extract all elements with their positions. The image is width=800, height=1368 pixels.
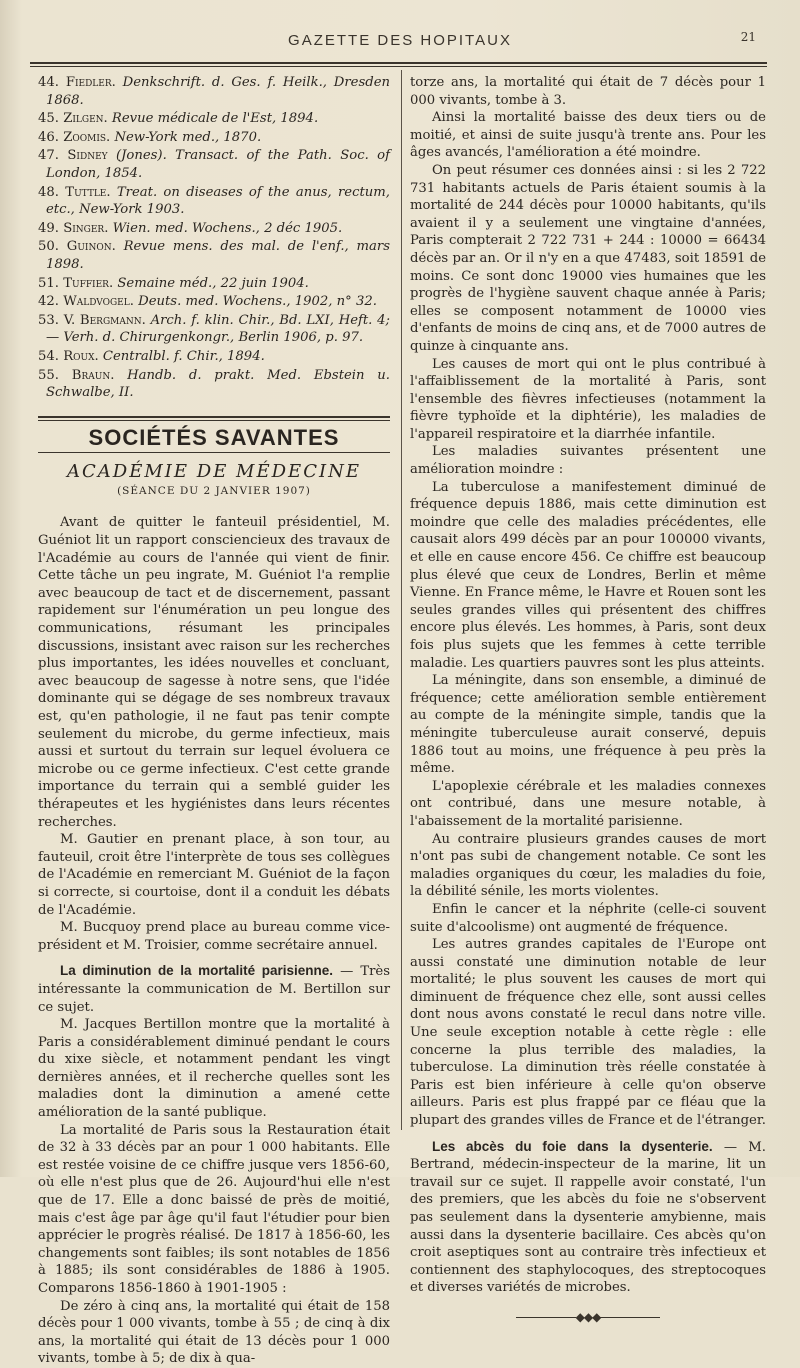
reference-item: 50. Guinon. Revue mens. des mal. de l'enf., mars 1898.: [38, 239, 390, 272]
article-heading: Les abcès du foie dans la dysenterie.: [432, 1138, 713, 1154]
paragraph: La méningite, dans son ensemble, a diminué de fréquence; cette amélioration semble entièrement au compte de la méningite simple, tandis que la méningite tuberculeuse aurait conservé, depuis 1886 tout au moins, une fréquence à peu près la même.: [410, 673, 766, 777]
reference-item: 49. Singer. Wien. med. Wochens., 2 déc 1905.: [38, 220, 343, 236]
seance-date: (SÉANCE DU 2 JANVIER 1907): [117, 484, 311, 497]
reference-item: 44. Fiedler. Denkschrift. d. Ges. f. Heilk., Dresden 1868.: [38, 75, 390, 108]
page-header: GAZETTE DES HOPITAUX: [288, 32, 512, 49]
page-number: 21: [740, 30, 756, 44]
right-column: [410, 74, 766, 1327]
reference-item: 48. Tuttle. Treat. on diseases of the anus, rectum, etc., New-York 1903.: [38, 184, 390, 218]
paragraph: La tuberculose a manifestement diminué de fréquence depuis 1886, mais cette diminution est moindre que celle des maladies précédentes, elle causait alors 499 décès par an pour 100000 vivants, et elle en cause encore 456. Ce chiffre est beaucoup plus élevé que ceux de Londres, Berlin et même Vienne. En France même, le Havre et Rouen sont les seules grandes villes qui présentent des chiffres encore plus élevés. Les hommes, à Paris, sont deux fois plus sujets que les femmes à cette terrible maladie. Les quartiers pauvres sont les plus atteints.: [410, 479, 766, 671]
academy-heading: ACADÉMIE DE MÉDECINE: [67, 461, 361, 483]
paragraph: Avant de quitter le fanteuil présidentiel, M. Guéniot lit un rapport consciencieux des travaux de l'Académie au cours de l'année qui vient de finir. Cette tâche un peu ingrate, M. Guéniot l'a remplie avec beaucoup de tact et de discernement, passant rapidement sur l'énumération un peu longue des communications, résumant les principales discussions, insistant avec raison sur les recherches plus importantes, les idées nouvelles et concluant, avec beaucoup de sagesse à notre sens, que l'idée dominante qui se dégage de ses nombreux travaux est, qu'en pathologie, il ne faut pas tenir compte seulement du microbe, du germe infectieux, mais aussi et surtout du terrain sur lequel évoluera ce microbe ou ce germe infectieux. C'est cette grande importance du terrain qui a semblé guider les thérapeutes et les hygiénistes dans leurs récentes recherches.: [38, 515, 390, 830]
paragraph: torze ans, la mortalité qui était de 7 décès pour 1 000 vivants, tombe à 3.: [410, 75, 766, 108]
paragraph: M. Jacques Bertillon montre que la mortalité à Paris a considérablement diminué pendant le cours du xixe siècle, et notamment pendant les vingt dernières années, et il recherche quelles sont les maladies dont la diminution a amené cette amélioration de la santé publique.: [38, 1017, 390, 1121]
paragraph: Ainsi la mortalité baisse des deux tiers ou de moitié, et ainsi de suite jusqu'à trente ans. Pour les âges avancés, l'amélioration a été moindre.: [410, 110, 766, 161]
header-rule-thin: [30, 66, 767, 67]
header-rule: [30, 62, 767, 64]
reference-item: 45. Zilgen. Revue médicale de l'Est, 1894.: [38, 111, 319, 127]
paragraph: Les maladies suivantes présentent une amélioration moindre :: [410, 444, 766, 478]
reference-item: 51. Tuffier. Semaine méd., 22 juin 1904.: [38, 275, 309, 291]
column-divider: [401, 70, 402, 1130]
paragraph: M. Bucquoy prend place au bureau comme vice-président et M. Troisier, comme secrétaire annuel.: [38, 920, 390, 953]
section-rule-bottom: [38, 452, 390, 453]
article-heading: La diminution de la mortalité parisienne.: [60, 963, 334, 979]
section-rule: [38, 416, 390, 418]
reference-item: 46. Zoomis. New-York med., 1870.: [38, 129, 262, 145]
reference-item: 53. V. Bergmann. Arch. f. klin. Chir., Bd. LXI, Heft. 4; — Verh. d. Chirurgenkongr., Berlin 1906, p. 97.: [38, 312, 390, 346]
reference-item: 54. Roux. Centralbl. f. Chir., 1894.: [38, 348, 265, 364]
left-column: [38, 74, 390, 1368]
paragraph: De zéro à cinq ans, la mortalité qui était de 158 décès pour 1 000 vivants, tombe à 55 ; de cinq à dix ans, la mortalité qui était de 13 décès pour 1 000 vivants, tombe à 5; de dix à qua-: [38, 1298, 390, 1367]
section-rule-thin: [38, 420, 390, 421]
reference-item: 42. Waldvogel. Deuts. med. Wochens., 1902, n° 32.: [38, 294, 377, 310]
reference-item: 55. Braun. Handb. d. prakt. Med. Ebstein u. Schwalbe, II.: [38, 367, 390, 401]
reference-item: 47. Sidney (Jones). Transact. of the Path. Soc. of London, 1854.: [38, 148, 390, 181]
paragraph: L'apoplexie cérébrale et les maladies connexes ont contribué, dans une mesure notable, à l'abaissement de la mortalité parisienne.: [410, 778, 766, 829]
end-ornament: ◆◆◆: [410, 1309, 766, 1327]
paragraph: Enfin le cancer et la néphrite (celle-ci souvent suite d'alcoolisme) ont augmenté de fréquence.: [410, 901, 766, 935]
section-title: SOCIÉTÉS SAVANTES: [88, 424, 340, 450]
paragraph: La mortalité de Paris sous la Restauration était de 32 à 33 décès par an pour 1 000 habitants. Elle est restée voisine de ce chiffre jusque vers 1856-60, où elle n'est plus que de 26. Aujourd'hui elle n'est que de 17. Elle a donc baissé de près de moitié, mais c'est âge par âge qu'il faut l'étudier pour bien apprécier le progrès réalisé. De 1817 à 1856-60, les changements sont faibles; ils sont notables de 1856 à 1885; ils sont considérables de 1886 à 1905. Comparons 1856-1860 à 1901-1905 :: [38, 1122, 390, 1296]
article-abces: Les abcès du foie dans la dysenterie. — M. Bertrand, médecin-inspecteur de la marine, lit un travail sur ce sujet. Il rappelle avoir constaté, l'un des premiers, que les abcès du foie ne s'observent pas seulement dans la dysenterie amybienne, mais aussi dans la dysenterie bacillaire. Ces abcès qu'on croit aseptiques sont au contraire très infectieux et contiennent des staphylocoques, des streptocoques et diverses variétés de microbes.: [410, 1138, 766, 1296]
paragraph: Les causes de mort qui ont le plus contribué à l'affaiblissement de la mortalité à Paris, sont l'ensemble des fièvres infectieuses (notamment la fièvre typhoïde et la diphtérie), les maladies de l'appareil respiratoire et la diarrhée infantile.: [410, 356, 766, 442]
paragraph: Au contraire plusieurs grandes causes de mort n'ont pas subi de changement notable. Ce sont les maladies organiques du cœur, les maladies du foie, la débilité sénile, les morts violentes.: [410, 831, 766, 900]
paragraph: On peut résumer ces données ainsi : si les 2 722 731 habitants actuels de Paris étaient soumis à la mortalité de 244 décès pour 10000 habitants, qu'ils avaient il y a seulement une vingtaine d'années, Paris compterait 2 722 731 + 244 : 10000 = 66434 décès par an. Or il n'y en a que 47483, soit 18591 de moins. Ce sont donc 19000 vies humaines que les progrès de l'hygiène sauvent chaque année à Paris; elles se composent notamment de 10000 vies d'enfants de moins de cinq ans, et de 7000 autres de quinze à cinquante ans.: [410, 162, 766, 354]
reference-list: [38, 74, 390, 402]
article-diminution-intro: La diminution de la mortalité parisienne. — Très intéressante la communication de M. Bertillon sur ce sujet.: [38, 963, 390, 1015]
paragraph: Les autres grandes capitales de l'Europe ont aussi constaté une diminution notable de leur mortalité; le plus souvent les causes de mort qui diminuent de fréquence chez elle, sont aussi celles dont nous avons constaté le recul dans notre ville. Une seule exception notable à cette règle : elle concerne la plus terrible des maladies, la tuberculose. La diminution très réelle constatée à Paris est bien inférieure à celle qu'on observe ailleurs. Paris est plus frappé par ce fléau que la plupart des grandes villes de France et de l'étranger.: [410, 937, 766, 1129]
paragraph: M. Gautier en prenant place, à son tour, au fauteuil, croit être l'interprète de tous ses collègues de l'Académie en remerciant M. Guéniot de la façon si correcte, si courtoise, dont il a conduit les débats de l'Académie.: [38, 832, 390, 918]
